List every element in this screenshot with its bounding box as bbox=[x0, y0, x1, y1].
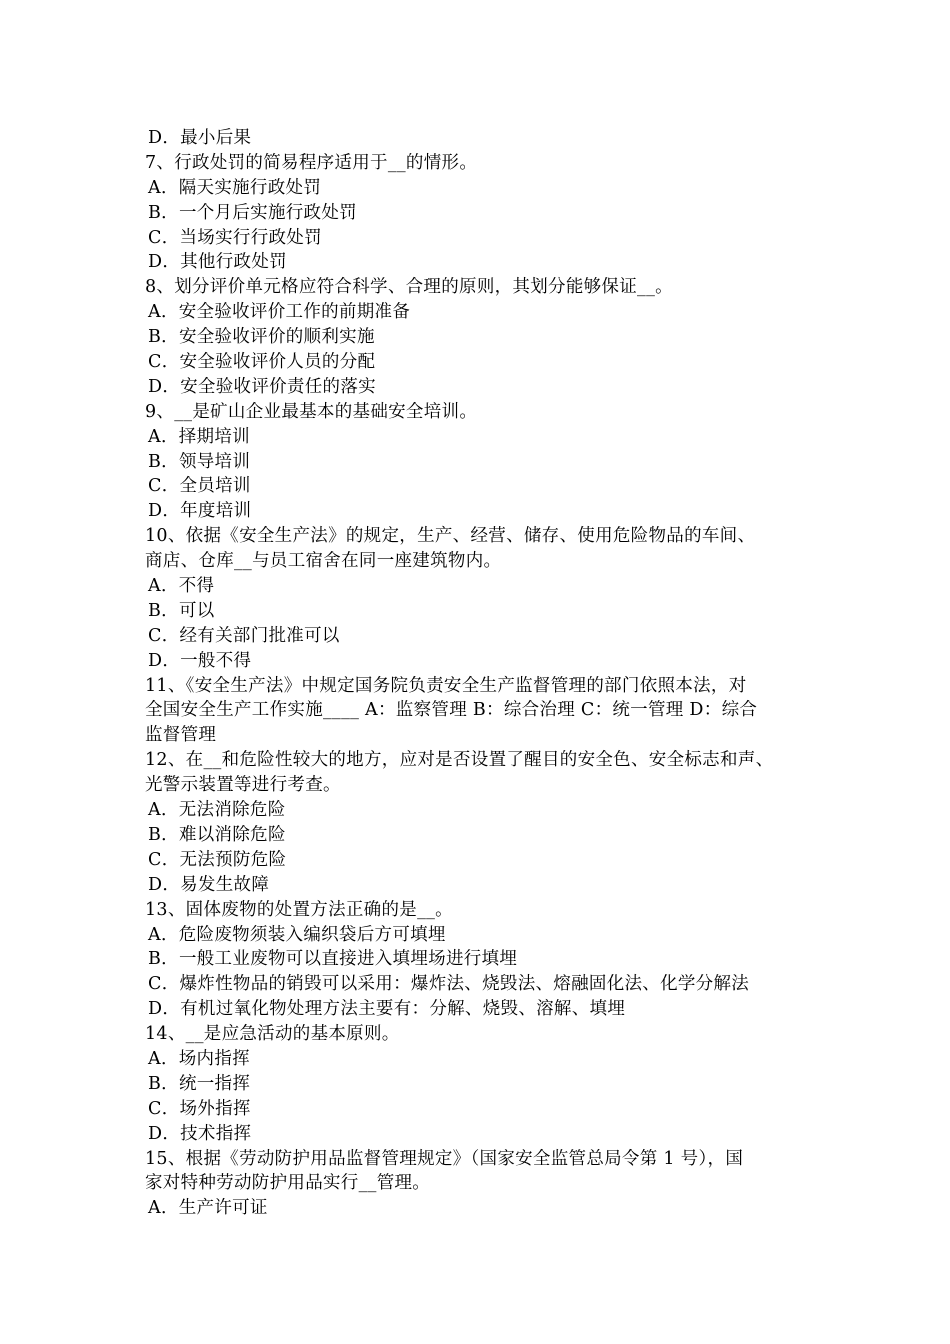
answer-option: A．隔天实施行政处罚 bbox=[148, 177, 322, 198]
answer-option: B．安全验收评价的顺利实施 bbox=[148, 327, 375, 348]
question-text: 8、划分评价单元格应符合科学、合理的原则，其划分能够保证__。 bbox=[145, 277, 673, 298]
answer-option: A．危险废物须装入编织袋后方可填埋 bbox=[148, 924, 446, 945]
answer-option: C．经有关部门批准可以 bbox=[148, 625, 340, 646]
question-text: 9、__是矿山企业最基本的基础安全培训。 bbox=[145, 401, 478, 422]
question-text: 15、根据《劳动防护用品监督管理规定》（国家安全监管总局令第 1 号），国 bbox=[145, 1148, 744, 1169]
answer-option: C．安全验收评价人员的分配 bbox=[148, 352, 376, 373]
answer-option: C．爆炸性物品的销毁可以采用：爆炸法、烧毁法、熔融固化法、化学分解法 bbox=[148, 974, 750, 995]
answer-option: D．易发生故障 bbox=[148, 874, 270, 895]
answer-option: A．场内指挥 bbox=[148, 1048, 250, 1069]
question-text: 12、在__和危险性较大的地方，应对是否设置了醒目的安全色、安全标志和声、 bbox=[145, 750, 774, 771]
answer-option: B．难以消除危险 bbox=[148, 824, 286, 845]
answer-option: B．一般工业废物可以直接进入填埋场进行填埋 bbox=[148, 949, 518, 970]
answer-option: D．年度培训 bbox=[148, 501, 252, 522]
answer-option: A．生产许可证 bbox=[148, 1198, 268, 1219]
question-text: 全国安全生产工作实施____ A：监察管理 B：综合治理 C：统一管理 D：综合 bbox=[145, 700, 758, 721]
answer-option: C．无法预防危险 bbox=[148, 849, 287, 870]
answer-option: A．择期培训 bbox=[148, 426, 250, 447]
answer-option: D．一般不得 bbox=[148, 650, 252, 671]
answer-option: D．其他行政处罚 bbox=[148, 252, 287, 273]
question-text: 13、固体废物的处置方法正确的是__。 bbox=[145, 899, 453, 920]
answer-option: A．无法消除危险 bbox=[148, 800, 286, 821]
answer-option: B．统一指挥 bbox=[148, 1073, 251, 1094]
question-text: 商店、仓库__与员工宿舍在同一座建筑物内。 bbox=[145, 551, 502, 572]
question-text: 10、依据《安全生产法》的规定，生产、经营、储存、使用危险物品的车间、 bbox=[145, 526, 756, 547]
answer-option: D．最小后果 bbox=[148, 128, 252, 148]
answer-option: A．不得 bbox=[148, 576, 215, 597]
answer-option: C．全员培训 bbox=[148, 476, 251, 497]
answer-option: B．领导培训 bbox=[148, 451, 251, 472]
answer-option: B．可以 bbox=[148, 600, 215, 621]
question-text: 7、行政处罚的简易程序适用于__的情形。 bbox=[145, 152, 478, 173]
answer-option: C．场外指挥 bbox=[148, 1098, 251, 1119]
answer-option: D．安全验收评价责任的落实 bbox=[148, 376, 376, 397]
answer-option: D．有机过氧化物处理方法主要有：分解、烧毁、溶解、填埋 bbox=[148, 999, 626, 1020]
answer-option: D．技术指挥 bbox=[148, 1123, 252, 1144]
answer-option: C．当场实行行政处罚 bbox=[148, 227, 322, 248]
answer-option: A．安全验收评价工作的前期准备 bbox=[148, 302, 411, 323]
question-text: 家对特种劳动防护用品实行__管理。 bbox=[145, 1173, 431, 1194]
document-page bbox=[145, 126, 835, 1221]
question-text: 光警示装置等进行考查。 bbox=[145, 775, 341, 796]
question-text: 11、《安全生产法》中规定国务院负责安全生产监督管理的部门依照本法，对 bbox=[145, 675, 747, 696]
question-text: 14、__是应急活动的基本原则。 bbox=[145, 1024, 400, 1045]
question-text: 监督管理 bbox=[145, 725, 217, 746]
answer-option: B．一个月后实施行政处罚 bbox=[148, 202, 357, 223]
